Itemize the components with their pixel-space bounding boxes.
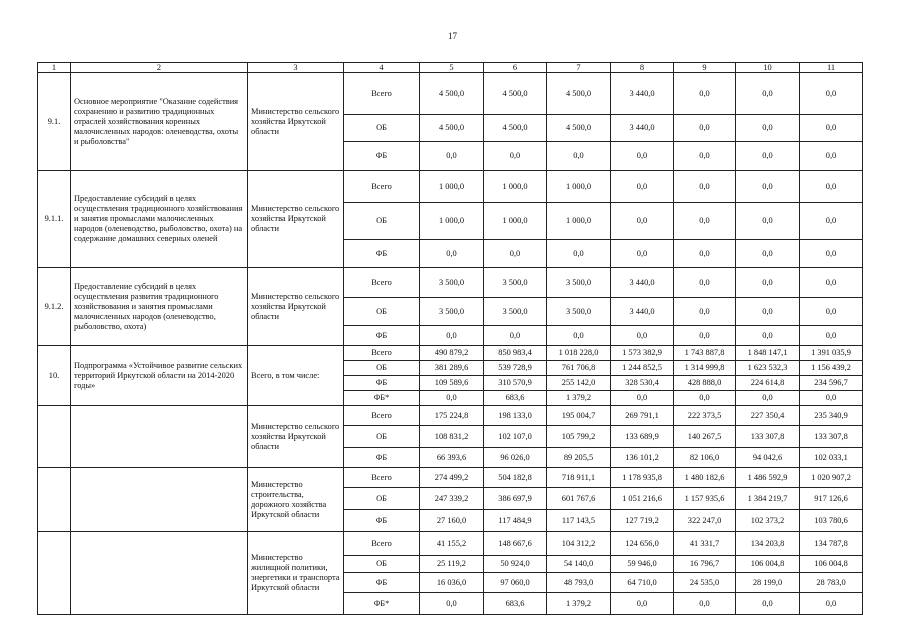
column-number-6: 6 [484,63,547,73]
amount-cell: 127 719,2 [611,510,674,532]
item-name: Основное мероприятие "Оказание содействия сохранению и развитию традиционных отраслей хозяйствования коренных малочисленных народов: оленеводства, охоты и рыболовства" [71,73,248,171]
amount-cell: 3 500,0 [547,298,611,326]
amount-cell: 4 500,0 [547,115,611,142]
amount-cell: 4 500,0 [420,73,484,115]
amount-cell: 0,0 [674,115,736,142]
amount-cell: 0,0 [800,391,863,406]
amount-cell: 1 000,0 [547,203,611,240]
amount-cell: 96 026,0 [484,448,547,468]
amount-cell: 0,0 [736,142,800,171]
amount-cell: 41 155,2 [420,532,484,556]
responsible-executor: Министерство строительства, дорожного хозяйства Иркутской области [248,468,344,532]
item-code: 9.1.1. [38,171,71,268]
funding-source-label: ОБ [344,361,420,376]
amount-cell: 54 140,0 [547,556,611,573]
amount-cell: 0,0 [420,391,484,406]
responsible-executor: Министерство сельского хозяйства Иркутской области [248,406,344,468]
amount-cell: 195 004,7 [547,406,611,426]
item-name: Предоставление субсидий в целях осуществления развития традиционного хозяйствования и занятия промыслами малочисленных народов (оленеводство, рыболовство, охота) [71,268,248,346]
funding-source-label: ОБ [344,115,420,142]
amount-cell: 274 499,2 [420,468,484,488]
amount-cell: 0,0 [736,326,800,346]
responsible-executor: Министерство жилищной политики, энергетики и транспорта Иркутской области [248,532,344,615]
amount-cell: 0,0 [736,73,800,115]
funding-source-label: ФБ [344,240,420,268]
amount-cell: 0,0 [547,142,611,171]
amount-cell: 683,6 [484,593,547,615]
table-row [38,268,863,298]
amount-cell: 255 142,0 [547,376,611,391]
amount-cell: 136 101,2 [611,448,674,468]
responsible-executor: Министерство сельского хозяйства Иркутской области [248,171,344,268]
amount-cell: 0,0 [674,268,736,298]
amount-cell: 0,0 [484,240,547,268]
amount-cell: 117 484,9 [484,510,547,532]
amount-cell: 4 500,0 [547,73,611,115]
amount-cell: 850 983,4 [484,346,547,361]
amount-cell: 104 312,2 [547,532,611,556]
funding-source-label: Всего [344,532,420,556]
amount-cell: 224 614,8 [736,376,800,391]
amount-cell: 0,0 [800,240,863,268]
amount-cell: 0,0 [674,326,736,346]
amount-cell: 0,0 [420,326,484,346]
amount-cell: 82 106,0 [674,448,736,468]
amount-cell: 108 831,2 [420,426,484,448]
amount-cell: 16 796,7 [674,556,736,573]
amount-cell: 66 393,6 [420,448,484,468]
amount-cell: 1 000,0 [420,203,484,240]
amount-cell: 133 689,9 [611,426,674,448]
amount-cell: 3 500,0 [484,268,547,298]
amount-cell: 1 379,2 [547,593,611,615]
amount-cell: 175 224,8 [420,406,484,426]
funding-source-label: ФБ* [344,593,420,615]
amount-cell: 1 486 592,9 [736,468,800,488]
amount-cell: 25 119,2 [420,556,484,573]
table-row [38,346,863,361]
amount-cell: 133 307,8 [800,426,863,448]
amount-cell: 1 384 219,7 [736,488,800,510]
responsible-executor: Министерство сельского хозяйства Иркутской области [248,268,344,346]
amount-cell: 1 178 935,8 [611,468,674,488]
amount-cell: 59 946,0 [611,556,674,573]
column-number-row [38,63,863,73]
amount-cell: 0,0 [547,326,611,346]
amount-cell: 0,0 [674,73,736,115]
amount-cell: 0,0 [800,593,863,615]
column-number-9: 9 [674,63,736,73]
amount-cell: 0,0 [800,326,863,346]
amount-cell: 28 783,0 [800,573,863,593]
amount-cell: 0,0 [484,142,547,171]
item-name: Подпрограмма «Устойчивое развитие сельских территорий Иркутской области на 2014-2020 годы» [71,346,248,406]
item-code: 9.1.2. [38,268,71,346]
amount-cell: 0,0 [674,240,736,268]
amount-cell: 328 530,4 [611,376,674,391]
amount-cell: 3 500,0 [484,298,547,326]
amount-cell: 94 042,6 [736,448,800,468]
amount-cell: 0,0 [420,240,484,268]
amount-cell: 0,0 [547,240,611,268]
amount-cell: 3 440,0 [611,73,674,115]
amount-cell: 0,0 [674,203,736,240]
amount-cell: 89 205,5 [547,448,611,468]
amount-cell: 1 480 182,6 [674,468,736,488]
amount-cell: 27 160,0 [420,510,484,532]
amount-cell: 1 020 907,2 [800,468,863,488]
amount-cell: 140 267,5 [674,426,736,448]
amount-cell: 1 743 887,8 [674,346,736,361]
amount-cell: 1 000,0 [547,171,611,203]
amount-cell: 0,0 [674,298,736,326]
amount-cell: 3 500,0 [547,268,611,298]
amount-cell: 683,6 [484,391,547,406]
amount-cell: 1 000,0 [484,203,547,240]
funding-source-label: ОБ [344,203,420,240]
amount-cell: 0,0 [800,142,863,171]
amount-cell: 133 307,8 [736,426,800,448]
amount-cell: 1 051 216,6 [611,488,674,510]
table-row [38,73,863,115]
amount-cell: 148 667,6 [484,532,547,556]
column-number-10: 10 [736,63,800,73]
amount-cell: 0,0 [736,240,800,268]
amount-cell: 1 379,2 [547,391,611,406]
amount-cell: 490 879,2 [420,346,484,361]
amount-cell: 1 623 532,3 [736,361,800,376]
item-code: 9.1. [38,73,71,171]
amount-cell: 310 570,9 [484,376,547,391]
item-code [38,532,71,615]
table-row [38,532,863,556]
amount-cell: 1 391 035,9 [800,346,863,361]
funding-source-label: ОБ [344,298,420,326]
table-body [38,63,863,615]
item-name [71,532,248,615]
column-number-1: 1 [38,63,71,73]
column-number-2: 2 [71,63,248,73]
amount-cell: 539 728,9 [484,361,547,376]
amount-cell: 0,0 [611,240,674,268]
amount-cell: 0,0 [736,593,800,615]
amount-cell: 234 596,7 [800,376,863,391]
column-number-8: 8 [611,63,674,73]
amount-cell: 64 710,0 [611,573,674,593]
amount-cell: 504 182,8 [484,468,547,488]
amount-cell: 4 500,0 [420,115,484,142]
amount-cell: 102 373,2 [736,510,800,532]
amount-cell: 1 244 852,5 [611,361,674,376]
amount-cell: 106 004,8 [800,556,863,573]
amount-cell: 102 107,0 [484,426,547,448]
amount-cell: 0,0 [736,203,800,240]
amount-cell: 105 799,2 [547,426,611,448]
amount-cell: 134 787,8 [800,532,863,556]
amount-cell: 3 500,0 [420,268,484,298]
amount-cell: 1 573 382,9 [611,346,674,361]
amount-cell: 0,0 [800,73,863,115]
funding-source-label: Всего [344,346,420,361]
amount-cell: 3 440,0 [611,268,674,298]
amount-cell: 4 500,0 [484,73,547,115]
funding-source-label: ФБ* [344,391,420,406]
amount-cell: 117 143,5 [547,510,611,532]
amount-cell: 0,0 [674,593,736,615]
amount-cell: 0,0 [420,142,484,171]
funding-source-label: ФБ [344,510,420,532]
amount-cell: 3 440,0 [611,298,674,326]
amount-cell: 601 767,6 [547,488,611,510]
amount-cell: 428 888,0 [674,376,736,391]
amount-cell: 718 911,1 [547,468,611,488]
amount-cell: 0,0 [800,115,863,142]
amount-cell: 0,0 [611,203,674,240]
table-row [38,468,863,488]
amount-cell: 24 535,0 [674,573,736,593]
amount-cell: 0,0 [736,391,800,406]
item-code [38,406,71,468]
funding-source-label: ОБ [344,556,420,573]
amount-cell: 16 036,0 [420,573,484,593]
amount-cell: 109 589,6 [420,376,484,391]
amount-cell: 198 133,0 [484,406,547,426]
amount-cell: 0,0 [611,391,674,406]
amount-cell: 0,0 [674,142,736,171]
funding-source-label: ФБ [344,448,420,468]
funding-source-label: ФБ [344,573,420,593]
column-number-5: 5 [420,63,484,73]
amount-cell: 247 339,2 [420,488,484,510]
amount-cell: 3 440,0 [611,115,674,142]
item-code [38,468,71,532]
amount-cell: 1 314 999,8 [674,361,736,376]
amount-cell: 41 331,7 [674,532,736,556]
funding-source-label: ОБ [344,488,420,510]
amount-cell: 1 157 935,6 [674,488,736,510]
amount-cell: 1 848 147,1 [736,346,800,361]
column-number-7: 7 [547,63,611,73]
amount-cell: 3 500,0 [420,298,484,326]
page-number: 17 [448,31,457,41]
amount-cell: 0,0 [800,203,863,240]
amount-cell: 50 924,0 [484,556,547,573]
item-name: Предоставление субсидий в целях осуществления традиционного хозяйствования и занятия промыслами малочисленных народов (оленеводство, рыболовство, охота) на содержание домашних северных оленей [71,171,248,268]
amount-cell: 124 656,0 [611,532,674,556]
amount-cell: 97 060,0 [484,573,547,593]
budget-table [37,62,863,615]
amount-cell: 0,0 [674,391,736,406]
amount-cell: 48 793,0 [547,573,611,593]
amount-cell: 0,0 [736,171,800,203]
amount-cell: 0,0 [736,268,800,298]
amount-cell: 0,0 [736,298,800,326]
amount-cell: 0,0 [611,326,674,346]
amount-cell: 386 697,9 [484,488,547,510]
funding-source-label: Всего [344,406,420,426]
amount-cell: 102 033,1 [800,448,863,468]
funding-source-label: ФБ [344,142,420,171]
amount-cell: 0,0 [800,298,863,326]
column-number-4: 4 [344,63,420,73]
amount-cell: 0,0 [484,326,547,346]
amount-cell: 1 000,0 [420,171,484,203]
amount-cell: 0,0 [800,268,863,298]
amount-cell: 103 780,6 [800,510,863,532]
amount-cell: 0,0 [611,142,674,171]
item-name [71,406,248,468]
amount-cell: 0,0 [611,593,674,615]
amount-cell: 0,0 [674,171,736,203]
funding-source-label: ОБ [344,426,420,448]
amount-cell: 381 289,6 [420,361,484,376]
responsible-executor: Всего, в том числе: [248,346,344,406]
amount-cell: 28 199,0 [736,573,800,593]
item-name [71,468,248,532]
amount-cell: 0,0 [611,171,674,203]
amount-cell: 227 350,4 [736,406,800,426]
funding-source-label: Всего [344,73,420,115]
amount-cell: 235 340,9 [800,406,863,426]
column-number-11: 11 [800,63,863,73]
amount-cell: 1 000,0 [484,171,547,203]
amount-cell: 0,0 [420,593,484,615]
funding-source-label: Всего [344,268,420,298]
amount-cell: 4 500,0 [484,115,547,142]
item-code: 10. [38,346,71,406]
amount-cell: 1 156 439,2 [800,361,863,376]
amount-cell: 1 018 228,0 [547,346,611,361]
amount-cell: 269 791,1 [611,406,674,426]
funding-source-label: Всего [344,171,420,203]
funding-source-label: ФБ [344,376,420,391]
amount-cell: 106 004,8 [736,556,800,573]
table-row [38,406,863,426]
funding-source-label: Всего [344,468,420,488]
amount-cell: 0,0 [736,115,800,142]
table-row [38,171,863,203]
amount-cell: 222 373,5 [674,406,736,426]
amount-cell: 322 247,0 [674,510,736,532]
funding-source-label: ФБ [344,326,420,346]
amount-cell: 917 126,6 [800,488,863,510]
responsible-executor: Министерство сельского хозяйства Иркутской области [248,73,344,171]
column-number-3: 3 [248,63,344,73]
amount-cell: 0,0 [800,171,863,203]
amount-cell: 134 203,8 [736,532,800,556]
amount-cell: 761 706,8 [547,361,611,376]
